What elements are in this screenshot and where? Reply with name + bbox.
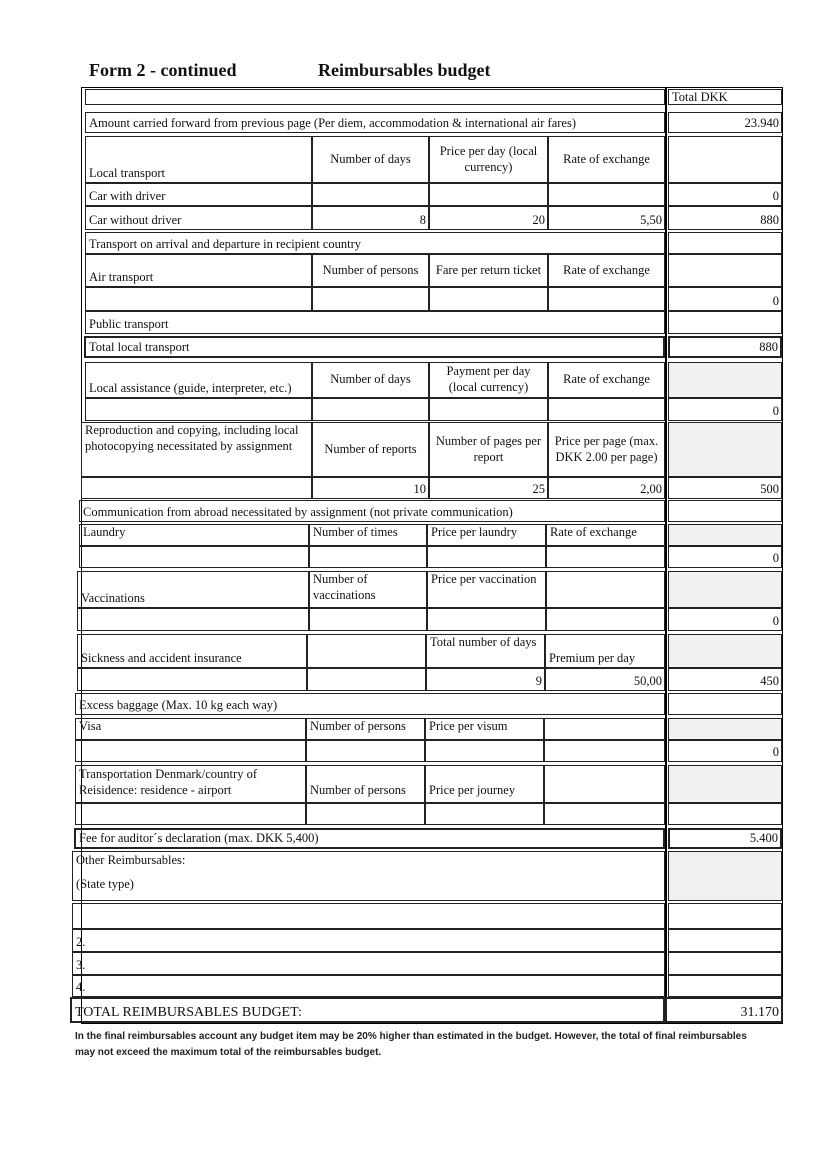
shaded-total-cell: [668, 422, 782, 477]
local-assistance-label: Local assistance (guide, interpreter, etc.): [85, 362, 312, 398]
car-without-driver-price: 20: [429, 206, 548, 230]
insurance-premium: 50,00: [545, 668, 665, 691]
laundry-price: [427, 546, 546, 568]
transportation-dk-label: Transportation Denmark/country of Reisidence: residence - airport: [75, 765, 306, 803]
car-with-driver-total: 0: [668, 183, 782, 206]
col-number-of-pages: Number of pages per report: [429, 422, 548, 477]
footnote-line-1: In the final reimbursables account any budget item may be 20% higher than estimated in the budget. However, the total of final reimbursables: [75, 1031, 747, 1042]
local-assistance-total: 0: [668, 398, 782, 421]
col-rate-of-exchange: Rate of exchange: [548, 254, 665, 287]
vaccinations-entry: [77, 608, 309, 631]
page-title: Reimbursables budget: [318, 60, 491, 80]
col-price-per-laundry: Price per laundry: [427, 524, 546, 546]
col-rate-of-exchange: Rate of exchange: [546, 524, 665, 546]
header-blank-cell: [85, 89, 665, 105]
shaded-total-cell: [668, 851, 782, 901]
air-transport-fare: [429, 287, 548, 311]
visa-total: 0: [668, 740, 782, 762]
col-payment-per-day: Payment per day (local currency): [429, 362, 548, 398]
car-without-driver-total: 880: [668, 206, 782, 230]
auditor-fee-total: 5.400: [668, 828, 782, 849]
reproduction-entry: [81, 477, 312, 499]
car-without-driver-rate: 5,50: [548, 206, 665, 230]
transportation-dk-price: [425, 803, 544, 825]
car-with-driver-label: Car with driver: [85, 183, 312, 206]
public-transport-label: Public transport: [85, 311, 665, 334]
car-with-driver-rate: [548, 183, 665, 206]
transportation-dk-entry: [75, 803, 306, 825]
auditor-fee-label: Fee for auditor´s declaration (max. DKK 5,400): [74, 828, 665, 849]
other-item-4-total: [668, 975, 782, 997]
visa-entry: [75, 740, 306, 762]
grand-total-label: TOTAL REIMBURSABLES BUDGET:: [70, 997, 665, 1023]
carried-forward-label: Amount carried forward from previous page (Per diem, accommodation & international air fares): [85, 112, 665, 133]
local-transport-label: Local transport: [85, 136, 312, 183]
col-number-of-persons: Number of persons: [306, 718, 425, 740]
shaded-total-cell: [668, 765, 782, 803]
laundry-total: 0: [668, 546, 782, 568]
laundry-entry: [79, 546, 309, 568]
transportation-dk-blank: [544, 765, 665, 803]
communication-label: Communication from abroad necessitated by assignment (not private communication): [79, 500, 665, 522]
other-line-1: [72, 903, 665, 929]
visa-persons: [306, 740, 425, 762]
air-transport-rate: [548, 287, 665, 311]
visa-price: [425, 740, 544, 762]
car-without-driver-label: Car without driver: [85, 206, 312, 230]
other-reimbursables-label: Other Reimbursables:: [76, 853, 186, 867]
vaccinations-total: 0: [668, 608, 782, 631]
total-dkk-header: Total DKK: [668, 89, 782, 105]
reproduction-pages: 25: [429, 477, 548, 499]
air-transport-label: Air transport: [85, 254, 312, 287]
transportation-dk-extra: [544, 803, 665, 825]
carried-forward-total: 23.940: [668, 112, 782, 133]
vaccinations-extra: [546, 608, 665, 631]
transportation-dk-persons: [306, 803, 425, 825]
other-item-4: 4.: [72, 975, 665, 997]
other-item-2: 2.: [72, 929, 665, 952]
col-fare-per-return-ticket: Fare per return ticket: [429, 254, 548, 287]
footnote-line-2: may not exceed the maximum total of the reimbursables budget.: [75, 1047, 382, 1058]
insurance-total: 450: [668, 668, 782, 691]
col-number-of-persons: Number of persons: [306, 765, 425, 803]
air-transport-total-blank: [668, 254, 782, 287]
grand-total-value: 31.170: [665, 997, 783, 1023]
form-label: Form 2 - continued: [89, 60, 237, 80]
car-without-driver-days: 8: [312, 206, 429, 230]
total-cell-empty: [668, 136, 782, 183]
local-assistance-rate: [548, 398, 665, 421]
shaded-total-cell: [668, 362, 782, 398]
reproduction-price: 2,00: [548, 477, 665, 499]
other-item-3-total: [668, 952, 782, 975]
excess-baggage-total: [668, 693, 782, 715]
shaded-total-cell: [668, 718, 782, 740]
col-number-of-times: Number of times: [309, 524, 427, 546]
col-total-number-of-days: Total number of days: [426, 634, 545, 668]
laundry-times: [309, 546, 427, 568]
reproduction-reports: 10: [312, 477, 429, 499]
col-price-per-visum: Price per visum: [425, 718, 544, 740]
col-price-per-journey: Price per journey: [425, 765, 544, 803]
col-rate-of-exchange: Rate of exchange: [548, 136, 665, 183]
local-assistance-days: [312, 398, 429, 421]
total-local-transport-label: Total local transport: [84, 336, 665, 358]
excess-baggage-label: Excess baggage (Max. 10 kg each way): [75, 693, 665, 715]
vaccinations-number: [309, 608, 427, 631]
col-number-of-vaccinations: Number of vaccinations: [309, 571, 427, 608]
col-number-of-persons: Number of persons: [312, 254, 429, 287]
air-transport-persons: [312, 287, 429, 311]
car-with-driver-days: [312, 183, 429, 206]
total-local-transport-total: 880: [668, 336, 782, 358]
reproduction-total: 500: [668, 477, 782, 499]
local-assistance-entry: [85, 398, 312, 421]
col-number-of-days: Number of days: [312, 136, 429, 183]
vaccinations-label: Vaccinations: [77, 571, 309, 608]
shaded-total-cell: [668, 571, 782, 608]
col-premium-per-day: Premium per day: [545, 634, 665, 668]
shaded-total-cell: [668, 524, 782, 546]
insurance-days: 9: [426, 668, 545, 691]
insurance-entry: [77, 668, 307, 691]
insurance-blank: [307, 634, 426, 668]
laundry-label: Laundry: [79, 524, 309, 546]
col-price-per-vaccination: Price per vaccination: [427, 571, 546, 608]
shaded-total-cell: [668, 634, 782, 668]
vaccinations-price: [427, 608, 546, 631]
insurance-extra: [307, 668, 426, 691]
other-item-2-total: [668, 929, 782, 952]
public-transport-total: [668, 311, 782, 334]
air-transport-entry: [85, 287, 312, 311]
col-price-per-day: Price per day (local currency): [429, 136, 548, 183]
col-number-of-days: Number of days: [312, 362, 429, 398]
arrival-departure-label: Transport on arrival and departure in recipient country: [85, 232, 665, 254]
visa-extra: [544, 740, 665, 762]
visa-label: Visa: [75, 718, 306, 740]
other-item-3: 3.: [72, 952, 665, 975]
vaccinations-blank: [546, 571, 665, 608]
other-line-1-total: [668, 903, 782, 929]
insurance-label: Sickness and accident insurance: [77, 634, 307, 668]
transportation-dk-total: [668, 803, 782, 825]
air-transport-total: 0: [668, 287, 782, 311]
col-rate-of-exchange: Rate of exchange: [548, 362, 665, 398]
other-reimbursables-cell: [72, 851, 665, 901]
visa-blank: [544, 718, 665, 740]
state-type-label: (State type): [76, 876, 134, 891]
communication-total: [668, 500, 782, 522]
car-with-driver-price: [429, 183, 548, 206]
col-price-per-page: Price per page (max. DKK 2.00 per page): [548, 422, 665, 477]
local-assistance-payment: [429, 398, 548, 421]
col-number-of-reports: Number of reports: [312, 422, 429, 477]
laundry-rate: [546, 546, 665, 568]
reproduction-label: Reproduction and copying, including local photocopying necessitated by assignment: [81, 422, 312, 477]
arrival-departure-total: [668, 232, 782, 254]
